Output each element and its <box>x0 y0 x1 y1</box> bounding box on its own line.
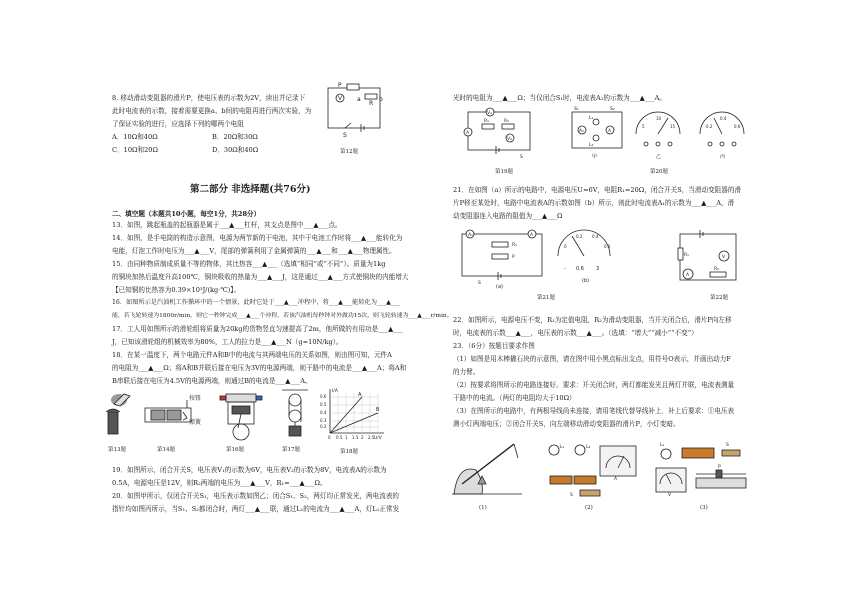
fig21-slider: P <box>512 255 515 260</box>
figure-22-caption: 第22题 <box>710 295 728 301</box>
q23-2-lamp-2: L₂ <box>586 445 591 450</box>
fig20-lamp-2: L₂ <box>589 143 594 148</box>
fig19-ammeter: A <box>466 131 470 136</box>
fig18-x-axis: U/V <box>374 436 382 441</box>
fig21-r1: R₁ <box>512 243 517 248</box>
fig20-gauge-yi-tick-10: 10 <box>656 116 662 121</box>
q14-line2: 电能，灯泡工作时电压为___▲___V，尾部的弹簧利用了金属弹簧的___▲___和___▲___物理属性。 <box>112 247 396 255</box>
q8-line2: 此时电流表的示数，接着需要更换a、b间的电阻再进行两次实验，为 <box>112 107 312 115</box>
fig18-tick-y-0: 0.6 <box>320 394 327 399</box>
q23-2-switch: S <box>570 493 573 498</box>
fig18-tick-y-3: 0.3 <box>320 418 327 423</box>
q23-3-switch: S <box>726 443 729 448</box>
fig18-line-b: B <box>376 407 380 413</box>
q14-line1: 14．如图，是手电筒的构造示意图，电源为两节新的干电池，其中干电池工作时将___▲___能转化为 <box>112 234 403 242</box>
fig18-tick-x-2: 1 <box>345 435 348 440</box>
q23-2-lamp-1: L₁ <box>560 445 565 450</box>
figure-14-flashlight <box>143 394 202 440</box>
q18-line3: B串联后接在电压为4.5V的电源两端，则通过B的电流是___▲___A。 <box>112 377 312 385</box>
fig18-tick-x-4: 2 <box>361 435 364 440</box>
q20-line1: 20．如图甲所示，仅闭合开关S₁，电压表示数如图乙；闭合S₁、S₂，两灯均正常发光，两电流表的 <box>112 492 400 500</box>
figure-16-caption: 第16题 <box>226 447 244 453</box>
q18-line1: 18．在某一温度下，两个电路元件A和B中的电流与其两端电压的关系如图，则由图可知，元件A <box>112 351 392 359</box>
q16-line1: 16．如图所示是汽油机工作循环中的一个情景，此时它处于___▲___冲程中，将___▲___能转化为___▲___ <box>112 299 401 306</box>
q20-line2: 指针均如图丙所示，当S₁、S₂都闭合时，两灯___▲___联，通过L₁的电流为___▲___A，灯L₁正常发 <box>112 505 400 513</box>
fig18-y-axis: I/A <box>332 389 338 394</box>
q20-line3: 光时的电阻为___▲___Ω；当仅闭合S₁时，电流表A₁的示数为___▲___A。 <box>453 94 666 102</box>
fig21-label-b: (b) <box>582 278 590 284</box>
q23-part2-line2: 干路中的电流。（两灯的电阻均大于10Ω） <box>453 394 576 402</box>
q8-option-a: A．10Ω和40Ω <box>112 133 158 141</box>
q23-figure-3-caption: (3) <box>700 505 708 511</box>
fig20-switch-2: S₂ <box>610 107 615 112</box>
fig18-tick-x-1: 0.5 <box>336 435 343 440</box>
q19-line1: 19．如图所示，闭合开关S，电压表V₁的示数为6V，电压表V₂的示数为8V，电流表A的示数为 <box>112 466 387 474</box>
section-title: 第二部分 非选择题(共76分) <box>190 184 311 195</box>
figure-17-pulley <box>280 388 310 442</box>
q23-part3-line1: （3）在图所示的电路中，有两根导线尚未连接，请用笔线代替导线补上．补上后要求：①电压表 <box>453 407 735 415</box>
fig21-gauge-tick-02: 0.2 <box>576 234 583 239</box>
q8-line1: 8. 移动滑动变阻器的滑片P，使电压表的示数为2V，读出并记录下 <box>112 94 306 102</box>
figure-17-caption: 第17题 <box>282 447 300 453</box>
fig20-ammeter-2: A <box>608 129 612 134</box>
fig21-label-a: (a) <box>496 284 503 290</box>
q23-part3-line2: 测小灯两端电压；②闭合开关S，向左端移动滑动变阻器的滑片P，小灯变暗。 <box>453 420 680 428</box>
q8-option-c: C．10Ω和20Ω <box>112 146 158 154</box>
q8-line3: 了保证实验的进行，应选择下列的哪两个电阻 <box>112 120 244 128</box>
fig22-voltmeter: V <box>722 255 726 260</box>
q21-line1: 21．在如图（a）所示的电路中，电源电压U=6V，电阻R₁=20Ω，闭合开关S，当滑动变阻器的滑 <box>453 186 742 194</box>
fig20-gauge-bing-tick-04: 0.4 <box>720 116 727 121</box>
figure-20-circuit-meters <box>570 104 750 160</box>
fig22-r1: R₁ <box>684 253 689 258</box>
q18-line2: 的电阻为___▲___Ω；将A和B并联后接在电压为3V的电源两端，则干路中的电流是___▲___A；将A和 <box>112 364 407 372</box>
fig19-switch: S <box>520 155 523 160</box>
fig20-gauge-bing-tick-06: 0.6 <box>734 124 741 129</box>
q23-part2-line1: （2）按要求将图所示的电路连接好。要求：开关闭合时，两灯都能发光且两灯并联，电流表测量 <box>453 381 735 389</box>
fig18-tick-x-5: 2.5 <box>368 435 375 440</box>
fig21-gauge-tick-06: 0.6 <box>604 244 611 249</box>
q23-figure-1-caption: (1) <box>479 505 487 511</box>
q15-line3: 【已知铜的比热容为0.39×10³J/(kg·℃)】。 <box>112 286 241 294</box>
figure-14-caption: 第14题 <box>157 447 175 453</box>
q23-part1-line2: 的力臂。 <box>453 368 480 376</box>
q16-line2: 能，若飞轮转速为1800r/min，则它一秒钟完成___▲___个冲程，若该汽油机每秒钟对外做功15次，则飞轮转速为___▲___r/min。 <box>112 313 453 319</box>
fig19-r1: R₁ <box>484 119 489 124</box>
q23-figure-rheostat-circuit <box>652 438 752 502</box>
fill-in-heading: 二、填空题（本题共10小题，每空1分，共28分） <box>112 210 261 218</box>
fig21-gauge-tick-04: 0.4 <box>592 234 599 239</box>
fig20-ammeter-1: A₁ <box>579 129 584 134</box>
fig18-tick-y-2: 0.4 <box>320 410 327 415</box>
q21-line3: 动变阻器连入电路的阻值为___▲___Ω <box>453 212 563 220</box>
fig21-ammeter: A <box>530 233 534 238</box>
fig18-tick-x-3: 1.5 <box>352 435 359 440</box>
q17-line2: J，已知该滑轮组的机械效率为80%，工人的拉力是___▲___N（g=10N/kg）。 <box>112 338 343 346</box>
fig20-gauge-yi-tick-15: 15 <box>670 124 676 129</box>
fig18-line-a: A <box>358 392 362 398</box>
fig21-switch: S <box>478 281 481 286</box>
q23-2-ammeter: A <box>614 477 618 482</box>
fig14-spring-label: 弹簧 <box>189 419 202 426</box>
fig12-label-r: R <box>369 100 374 107</box>
fig22-r2: R₂ <box>714 267 719 272</box>
fig12-label-p: P <box>338 82 342 89</box>
fig19-v1: V₁ <box>487 111 492 116</box>
q22-line1: 22．如图所示，电源电压不变，R₁为定值电阻，R₂为滑动变阻器，当开关闭合后，滑片P向左移 <box>453 316 732 324</box>
q8-option-b: B．20Ω和30Ω <box>212 133 258 141</box>
fig20-label-jia: 甲 <box>592 154 598 160</box>
fig12-label-b: b <box>379 96 383 103</box>
fig20-label-bing: 丙 <box>720 154 726 160</box>
fig20-lamp-1: L₁ <box>589 116 594 121</box>
figure-13-caption: 第13题 <box>108 447 126 453</box>
figure-18-iu-graph <box>318 387 388 442</box>
q21-line2: 片P移至某处时，电路中电流表A的示数如图（b）所示，则此时电流表A₁的示数为___▲___A，滑 <box>453 199 735 207</box>
q23-3-voltmeter: V <box>668 493 672 498</box>
q17-line1: 17．工人用如图所示的滑轮组将质量为20kg的货物竖直匀速提高了2m，他所做的有用功是___▲___ <box>112 325 404 333</box>
q23-figure-lever <box>452 438 522 498</box>
fig18-tick-x-0: 0 <box>328 435 331 440</box>
fig21-ammeter-1: A₁ <box>468 233 473 238</box>
figure-21-caption: 第21题 <box>537 295 555 301</box>
q23: 23．（6分）按题目要求作图 <box>453 342 535 350</box>
fig18-tick-y-1: 0.5 <box>320 402 327 407</box>
fig18-tick-y-4: 0.2 <box>320 424 327 429</box>
q19-line2: 0.5A，电源电压是12V，则R₂两端的电压为___▲___V，R₁=___▲___Ω。 <box>112 479 327 487</box>
fig12-label-a: a <box>357 96 361 103</box>
figure-16-engine <box>216 390 268 442</box>
fig19-r2: R₂ <box>504 119 509 124</box>
fig21-terminal-3: 3 <box>596 266 600 272</box>
fig21-terminal-minus: - <box>564 266 566 272</box>
q23-figure-2-caption: (2) <box>585 505 593 511</box>
figure-18-caption: 第18题 <box>340 449 358 455</box>
q23-figure-parallel-circuit <box>540 440 640 502</box>
fig20-switch-1: S₁ <box>574 107 579 112</box>
fig20-label-yi: 乙 <box>656 154 662 160</box>
figure-22-circuit <box>670 226 750 288</box>
figure-19-circuit <box>460 104 536 160</box>
fig22-ammeter: A <box>686 273 690 278</box>
q8-option-d: D．30Ω和40Ω <box>212 146 259 154</box>
q23-part1-line1: （1）如图是用木棒撬石块的示意图，请在图中用小黑点标出支点，用符号O表示，并画出动力F <box>453 355 731 363</box>
figure-12-caption: 第12题 <box>340 149 358 155</box>
q13: 13．如图，跳起瓶盖的起瓶器是属于___▲___杠杆，其支点是图中___▲___点。 <box>112 221 342 229</box>
fig14-button-label: 按钮 <box>189 395 202 402</box>
q23-3-lamp: L₁ <box>660 443 665 448</box>
q23-3-slider: P <box>718 465 721 470</box>
figure-21-circuit <box>458 226 628 288</box>
q15-line1: 15．由同种物质制成质量不等的物体，其比热容___▲___（选填“相同”或“不同”）。质量为1kg <box>112 260 386 268</box>
fig20-gauge-yi-tick-5: 5 <box>642 124 645 129</box>
figure-19-caption: 第19题 <box>495 169 513 175</box>
fig12-label-v: V <box>338 95 343 102</box>
fig12-label-s: S <box>343 132 347 139</box>
fig20-gauge-bing-tick-02: 0.2 <box>706 124 713 129</box>
figure-20-caption: 第20题 <box>650 169 668 175</box>
figure-13-bottle-opener <box>100 392 136 440</box>
fig19-v2: V₂ <box>507 137 512 142</box>
fig21-gauge-tick-0: 0 <box>564 244 567 249</box>
figure-12-circuit <box>325 82 385 140</box>
q22-line2: 时，电流表的示数___▲___，电压表的示数___▲___。（选填：“增大”“减小”“不变”） <box>453 329 698 337</box>
fig21-terminal-06: 0.6 <box>576 266 584 272</box>
q15-line2: 的铜块加热后温度升高100℃，铜块吸收的热量为___▲___J，这是通过___▲___方式使铜块的内能增大 <box>112 273 409 281</box>
